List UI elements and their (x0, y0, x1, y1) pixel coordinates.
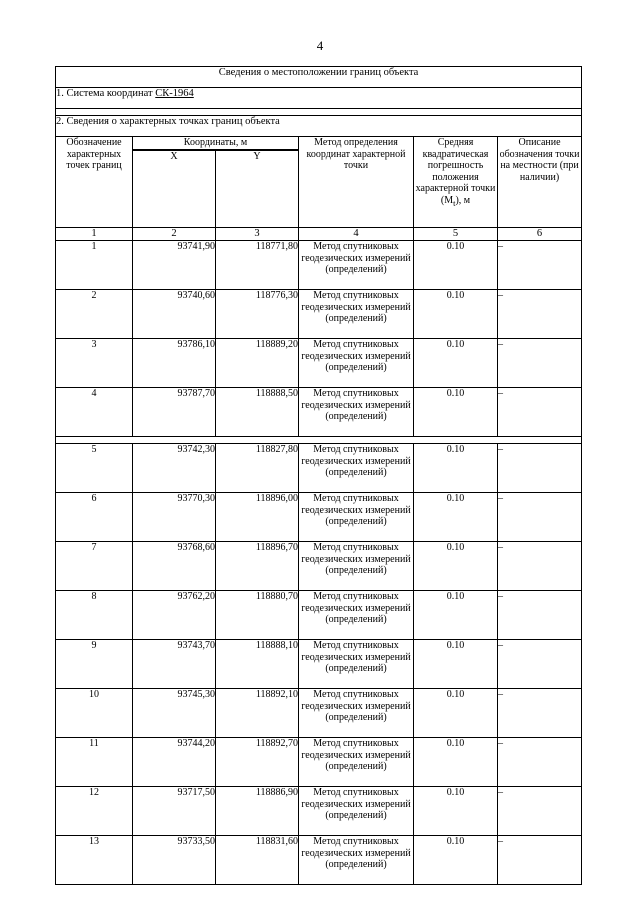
table-row (56, 339, 582, 388)
point-description: – (498, 444, 582, 493)
point-description: – (498, 493, 582, 542)
point-method: Метод спутниковых геодезических измерений (определений) (299, 738, 414, 787)
table-row (56, 542, 582, 591)
point-method: Метод спутниковых геодезических измерений (определений) (299, 290, 414, 339)
point-error: 0.10 (414, 591, 498, 640)
header-description: Описание обозначения точки на местности (при наличии) (498, 137, 582, 228)
point-method: Метод спутниковых геодезических измерений (определений) (299, 444, 414, 493)
point-x: 93762,20 (133, 591, 216, 640)
point-id: 6 (56, 493, 133, 542)
point-id: 5 (56, 444, 133, 493)
point-y: 118892,10 (216, 689, 299, 738)
point-error: 0.10 (414, 388, 498, 437)
point-x: 93743,70 (133, 640, 216, 689)
table-row (56, 787, 582, 836)
point-y: 118888,50 (216, 388, 299, 437)
header-designation: Обозначение характерных точек границ (56, 137, 133, 228)
point-error: 0.10 (414, 738, 498, 787)
point-error: 0.10 (414, 640, 498, 689)
point-x: 93742,30 (133, 444, 216, 493)
point-description: – (498, 388, 582, 437)
table-row (56, 444, 582, 493)
header-method: Метод определения координат характерной точки (299, 137, 414, 228)
point-y: 118831,60 (216, 836, 299, 885)
column-number: 3 (216, 228, 299, 241)
table-title: Сведения о местоположении границ объекта (56, 67, 582, 88)
point-description: – (498, 787, 582, 836)
point-description: – (498, 640, 582, 689)
table-row (56, 591, 582, 640)
point-error: 0.10 (414, 542, 498, 591)
table-row (56, 388, 582, 437)
point-id: 12 (56, 787, 133, 836)
point-method: Метод спутниковых геодезических измерений (определений) (299, 339, 414, 388)
point-x: 93741,90 (133, 241, 216, 290)
table-row (56, 241, 582, 290)
point-error: 0.10 (414, 444, 498, 493)
point-y: 118896,70 (216, 542, 299, 591)
column-number: 1 (56, 228, 133, 241)
header-error: Средняя квадратическая погрешность положения характерной точки $(M_t)$, м (414, 137, 498, 228)
point-y: 118892,70 (216, 738, 299, 787)
point-y: 118886,90 (216, 787, 299, 836)
table-row (56, 689, 582, 738)
point-error: 0.10 (414, 339, 498, 388)
header-coordinates: Координаты, м (133, 137, 299, 151)
column-number: 4 (299, 228, 414, 241)
table-row (56, 836, 582, 885)
point-description: – (498, 836, 582, 885)
column-number: 2 (133, 228, 216, 241)
point-id: 9 (56, 640, 133, 689)
point-method: Метод спутниковых геодезических измерений (определений) (299, 689, 414, 738)
coordinate-system-prefix: 1. Система координат (56, 88, 156, 99)
point-method: Метод спутниковых геодезических измерений (определений) (299, 787, 414, 836)
header-y: Y (216, 150, 299, 228)
point-y: 118896,00 (216, 493, 299, 542)
point-error: 0.10 (414, 241, 498, 290)
point-description: – (498, 339, 582, 388)
point-x: 93733,50 (133, 836, 216, 885)
table-row (56, 738, 582, 787)
column-number: 6 (498, 228, 582, 241)
point-error: 0.10 (414, 689, 498, 738)
point-id: 13 (56, 836, 133, 885)
point-id: 1 (56, 241, 133, 290)
header-x: X (133, 150, 216, 228)
point-x: 93717,50 (133, 787, 216, 836)
point-id: 7 (56, 542, 133, 591)
column-number: 5 (414, 228, 498, 241)
point-id: 3 (56, 339, 133, 388)
point-id: 10 (56, 689, 133, 738)
point-y: 118827,80 (216, 444, 299, 493)
point-method: Метод спутниковых геодезических измерений (определений) (299, 640, 414, 689)
row-gap (56, 437, 582, 444)
table-row (56, 493, 582, 542)
point-y: 118776,30 (216, 290, 299, 339)
point-x: 93768,60 (133, 542, 216, 591)
point-description: – (498, 689, 582, 738)
point-method: Метод спутниковых геодезических измерений (определений) (299, 241, 414, 290)
table-row (56, 640, 582, 689)
point-error: 0.10 (414, 290, 498, 339)
page-number: 4 (316, 38, 324, 53)
point-y: 118880,70 (216, 591, 299, 640)
points-section-title: 2. Сведения о характерных точках границ объекта (56, 116, 582, 137)
point-method: Метод спутниковых геодезических измерений (определений) (299, 591, 414, 640)
point-method: Метод спутниковых геодезических измерений (определений) (299, 836, 414, 885)
point-description: – (498, 738, 582, 787)
point-method: Метод спутниковых геодезических измерений (определений) (299, 493, 414, 542)
point-id: 8 (56, 591, 133, 640)
point-y: 118771,80 (216, 241, 299, 290)
spacer (56, 109, 582, 116)
point-description: – (498, 542, 582, 591)
point-method: Метод спутниковых геодезических измерений (определений) (299, 388, 414, 437)
point-description: – (498, 241, 582, 290)
point-id: 4 (56, 388, 133, 437)
point-y: 118888,10 (216, 640, 299, 689)
point-error: 0.10 (414, 836, 498, 885)
point-error: 0.10 (414, 493, 498, 542)
boundary-points-table (55, 66, 582, 885)
coordinate-system (56, 88, 582, 109)
point-error: 0.10 (414, 787, 498, 836)
point-id: 11 (56, 738, 133, 787)
coordinate-system-value: СК-1964 (155, 88, 194, 99)
point-y: 118889,20 (216, 339, 299, 388)
point-description: – (498, 290, 582, 339)
point-method: Метод спутниковых геодезических измерений (определений) (299, 542, 414, 591)
point-id: 2 (56, 290, 133, 339)
point-x: 93744,20 (133, 738, 216, 787)
point-description: – (498, 591, 582, 640)
point-x: 93770,30 (133, 493, 216, 542)
table-row (56, 290, 582, 339)
point-x: 93745,30 (133, 689, 216, 738)
point-x: 93740,60 (133, 290, 216, 339)
point-x: 93786,10 (133, 339, 216, 388)
point-x: 93787,70 (133, 388, 216, 437)
